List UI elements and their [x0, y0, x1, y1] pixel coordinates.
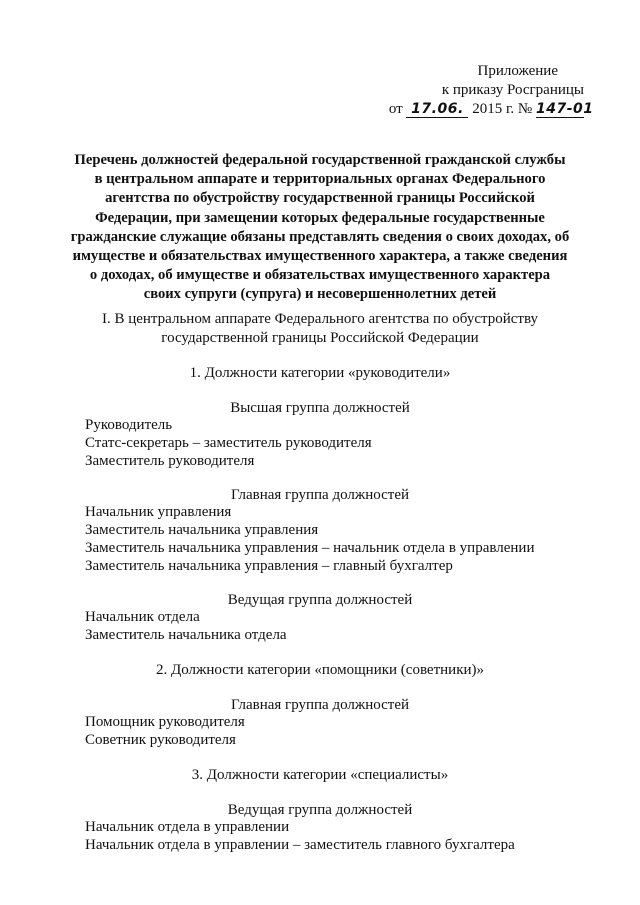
position-item: Начальник управления [85, 504, 232, 520]
appendix-title: Приложение [477, 63, 558, 79]
position-item: Руководитель [85, 417, 173, 433]
order-date-handwritten: 17.06. [406, 102, 468, 118]
position-item: Начальник отдела в управлении [85, 819, 290, 835]
position-item: Заместитель начальника управления – начальник отдела в управлении [85, 540, 535, 556]
title-line: имуществе и обязательствах имущественного характера, а также сведения [72, 248, 568, 265]
title-line: Федерации, при замещении которых федеральные государственные [95, 209, 545, 226]
order-number-handwritten: 147-01 [536, 101, 594, 117]
position-item: Помощник руководителя [85, 714, 245, 730]
category-heading: 2. Должности категории «помощники (советники)» [155, 662, 485, 678]
title-line: своих супруги (супруга) и несовершеннолетних детей [143, 286, 497, 303]
appendix-order-ref: к приказу Росграницы [441, 82, 584, 98]
title-line: о доходах, об имуществе и обязательствах имущественного характера [89, 267, 551, 284]
position-item: Советник руководителя [85, 732, 236, 748]
group-heading: Главная группа должностей [230, 487, 410, 503]
position-item: Заместитель начальника управления – главный бухгалтер [85, 558, 453, 574]
category-heading: 3. Должности категории «специалисты» [191, 767, 449, 783]
title-line: Перечень должностей федеральной государственной гражданской службы [74, 152, 566, 168]
order-year: 2015 г. № [472, 101, 533, 117]
group-heading: Ведущая группа должностей [227, 592, 413, 608]
title-line: в центральном аппарате и территориальных органах Федерального [94, 171, 546, 188]
group-heading: Главная группа должностей [230, 697, 410, 713]
appendix-order-line [384, 100, 594, 119]
position-item: Заместитель начальника управления [85, 522, 319, 538]
position-item: Заместитель начальника отдела [85, 627, 287, 643]
section-heading-line: I. В центральном аппарате Федерального агентства по обустройству [101, 311, 539, 327]
position-item: Заместитель руководителя [85, 453, 255, 469]
position-item: Начальник отдела [85, 609, 200, 625]
order-prefix: от [388, 101, 403, 117]
appendix-block [384, 62, 594, 119]
document-title [48, 151, 592, 305]
position-item: Начальник отдела в управлении – заместитель главного бухгалтера [85, 837, 515, 853]
position-item: Статс-секретарь – заместитель руководителя [85, 435, 372, 451]
title-line: гражданские служащие обязаны представлять сведения о своих доходах, об [70, 228, 570, 245]
group-heading: Ведущая группа должностей [227, 802, 413, 818]
section-heading-line: государственной границы Российской Федерации [161, 330, 479, 346]
category-heading: 1. Должности категории «руководители» [189, 365, 451, 381]
group-heading: Высшая группа должностей [230, 400, 410, 416]
title-line: агентства по обустройству государственной границы Российской [105, 190, 535, 207]
